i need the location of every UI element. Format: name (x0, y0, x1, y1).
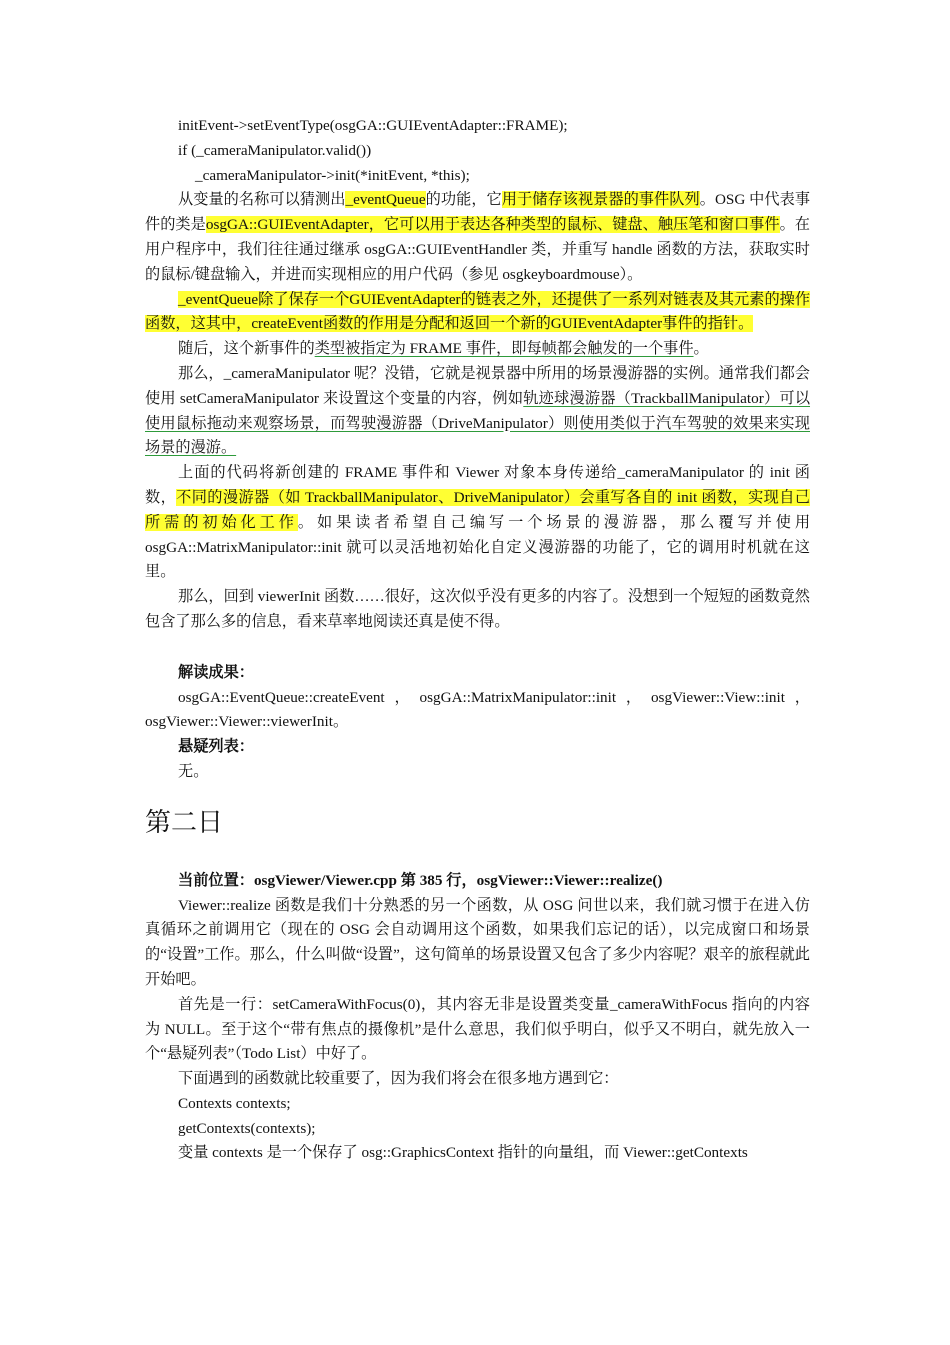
text: 那么，_cameraManipulator 呢？没错，它就是视景器中所用的场景漫游器的实例。通常我们都会使用 setCameraManipulator 来设置这个变量的内容，例如 (145, 364, 810, 407)
highlight: osgGA::GUIEventAdapter，它可以用于表达各种类型的鼠标、键盘、触压笔和窗口事件 (205, 216, 780, 234)
spacer (145, 635, 810, 661)
code-line: if (_cameraManipulator.valid()) (178, 141, 372, 159)
highlight: GUIEventAdapter (550, 315, 663, 333)
result-label: 解读成果： (178, 663, 254, 681)
document-page (145, 114, 810, 1166)
text: 。OSG 中代表事件的类是 (145, 191, 811, 234)
paragraph-event-queue (145, 188, 810, 287)
highlight: 事件的指针。 (662, 315, 754, 333)
text: 上面的代码将新创建的 FRAME 事件和 Viewer 对象本身传递给_cameraManipulator 的 init 函数， (145, 464, 810, 506)
paragraph-camera-focus: 首先是一行：setCameraWithFocus(0)，其内容无非是设置类变量_cameraWithFocus 指向的内容为 NULL。至于这个“带有焦点的摄像机”是什么意思，我们似乎明白，似乎又不明白，就先放入一个“悬疑列表”（Todo List）中好了。 (145, 995, 810, 1063)
underline: 类型被指定为 FRAME 事件，即每帧都会触发的一个事件 (314, 340, 694, 358)
highlight: 的链表之外，还提供了一系列对链表及其元素的操作函数，这其中， (145, 290, 811, 333)
highlight: 不同的漫游器（如 TrackballManipulator、DriveManipulator）会重写各自的 init 函数，实现自己所需的初始化工作 (145, 488, 810, 531)
paragraph-event-queue-list (145, 288, 810, 338)
text: 。如果读者希望自己编写一个场景的漫游器，那么覆写并使用 osgGA::MatrixManipulator::init 就可以灵活地初始化自定义漫游器的功能了，它的调用时机就在这里。 (145, 513, 811, 581)
result-text: osgGA::EventQueue::createEvent，osgGA::MatrixManipulator::init，osgViewer::View::init，osgViewer::Viewer::viewerInit。 (145, 688, 810, 731)
underline: 轨迹球漫游器（TrackballManipulator）可以使用鼠标拖动来观察场景，而驾驶漫游器（DriveManipulator）则使用类似于汽车驾驶的效果来实现场景的漫游。 (145, 389, 811, 457)
highlight: 用于储存该视景器的事件队列 (501, 191, 700, 209)
todo-text: 无。 (178, 762, 209, 780)
highlight: 除了保存一个 (258, 290, 350, 308)
section-heading: 第二日 (145, 807, 224, 838)
code-line: Contexts contexts; (178, 1094, 291, 1112)
paragraph-frame-event (145, 337, 810, 362)
highlight: 函数的作用是分配和返回一个新的 (322, 315, 551, 333)
text: 。 (693, 340, 709, 358)
paragraph-init (145, 461, 810, 585)
highlight: GUIEventAdapter (349, 290, 461, 308)
text: 从变量的名称可以猜测出 (178, 191, 346, 209)
paragraph-camera-manipulator (145, 362, 810, 461)
text: 。在用户程序中，我们往往通过继承 osgGA::GUIEventHandler 类，并重写 handle 函数的方法，获取实时的鼠标/键盘输入，并进而实现相应的用户代码（参见 osgkeyboardmouse）。 (145, 216, 810, 283)
code-line: _cameraManipulator->init(*initEvent, *this); (195, 166, 470, 184)
todo-label: 悬疑列表： (178, 738, 254, 756)
paragraph-contexts: 变量 contexts 是一个保存了 osg::GraphicsContext 指针的向量组，而 Viewer::getContexts (178, 1144, 748, 1162)
paragraph-realize: Viewer::realize 函数是我们十分熟悉的另一个函数，从 OSG 问世以来，我们就习惯于在进入仿真循环之前调用它（现在的 OSG 会自动调用这个函数，如果我们忘记的话），以完成窗口和场景的“设置”工作。那么，什么叫做“设置”，这句简单的场景设置又包含了多少内容呢？艰辛的旅程就此开始吧。 (145, 896, 810, 988)
text: 的功能，它 (425, 191, 502, 209)
paragraph-viewer-init: 那么，回到 viewerInit 函数……很好，这次似乎没有更多的内容了。没想到一个短短的函数竟然包含了那么多的信息，看来草率地阅读还真是使不得。 (145, 588, 810, 630)
text: 随后，这个新事件的 (178, 340, 315, 358)
code-line: getContexts(contexts); (178, 1119, 316, 1137)
highlight: _eventQueue (178, 290, 259, 308)
highlight: _eventQueue (345, 191, 426, 209)
current-position: 当前位置：osgViewer/Viewer.cpp 第 385 行，osgViewer::Viewer::realize() (178, 871, 663, 889)
code-line: initEvent->setEventType(osgGA::GUIEventAdapter::FRAME); (178, 117, 568, 134)
highlight: createEvent (251, 315, 323, 333)
paragraph-important-function: 下面遇到的函数就比较重要了，因为我们将会在很多地方遇到它： (178, 1070, 619, 1088)
